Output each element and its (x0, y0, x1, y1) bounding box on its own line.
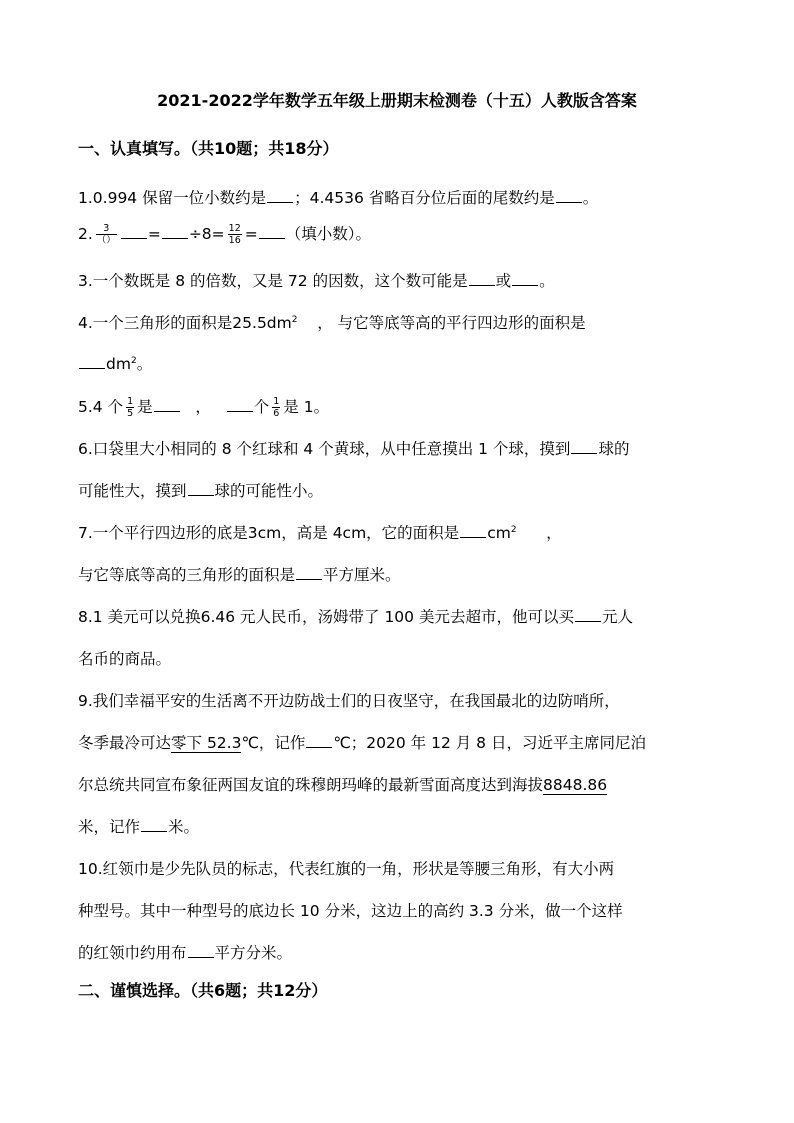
question-1: 1.0.994 保留一位小数约是 ；4.4536 省略百分位后面的尾数约是 。 (78, 189, 599, 207)
answer-blank[interactable] (79, 367, 105, 369)
section-heading-1: 一、认真填写。（共10题；共18分） (78, 139, 339, 158)
fraction: $\frac{12}{16}$ (228, 223, 241, 246)
question-4: 4.一个三角形的面积是$25.5dm^2$ ， 与它等底等高的平行四边形的面积是 (78, 314, 586, 332)
answer-blank[interactable] (162, 237, 188, 239)
answer-blank[interactable] (556, 201, 582, 203)
question-10-cont-2: 的红领巾约用布 平方分米。 (78, 944, 293, 962)
underlined-value: 零下 52.3 (171, 734, 242, 752)
question-3: 3.一个数既是 8 的倍数，又是 72 的因数，这个数可能是 或 。 (78, 272, 555, 290)
question-7: 7.一个平行四边形的底是3cm，高是 4cm，它的面积是 $cm^2$ ， (78, 524, 562, 542)
question-10-cont-1: 种型号。其中一种型号的底边长 10 分米，这边上的高约 3.3 分米，做一个这样 (78, 902, 623, 920)
answer-blank[interactable] (512, 284, 538, 286)
answer-blank[interactable] (188, 956, 214, 958)
fraction: $\frac{1}{6}$ (273, 396, 280, 419)
page-title: 2021-2022学年数学五年级上册期末检测卷（十五）人教版含答案 (157, 91, 637, 110)
answer-blank[interactable] (460, 536, 486, 538)
question-8: 8.1 美元可以兑换6.46 元人民币，汤姆带了 100 美元去超市，他可以买 元人 (78, 608, 633, 626)
answer-blank[interactable] (259, 237, 285, 239)
section-heading-2: 二、谨慎选择。（共6题；共12分） (78, 981, 328, 1000)
question-10: 10.红领巾是少先队员的标志，代表红旗的一角，形状是等腰三角形，有大小两 (78, 860, 615, 878)
underlined-value: 8848.86 (543, 776, 608, 794)
answer-blank[interactable] (141, 830, 167, 832)
question-9: 9.我们幸福平安的生活离不开边防战士们的日夜坚守，在我国最北的边防哨所， (78, 692, 620, 710)
question-4-cont: $dm^2$。 (78, 352, 152, 374)
question-9-cont-3: 米，记作 米。 (78, 818, 200, 836)
answer-blank[interactable] (306, 746, 332, 748)
answer-blank[interactable] (469, 284, 495, 286)
question-9-cont-2: 尔总统共同宣布象征两国友谊的珠穆朗玛峰的最新雪面高度达到海拔8848.86 (78, 776, 608, 794)
question-5: 5.4 个 $\frac{1}{5}$ 是 ， 个 $\frac{1}{6}$ 是 1。 (78, 396, 330, 419)
question-2: 2. $\frac{3}{()}$ = ÷8= $\frac{12}{16}$ = （填小数）。 (78, 223, 372, 246)
question-7-cont: 与它等底等高的三角形的面积是 平方厘米。 (78, 566, 401, 584)
fraction: $\frac{1}{5}$ (127, 396, 134, 419)
answer-blank[interactable] (188, 494, 214, 496)
answer-blank[interactable] (227, 410, 253, 412)
answer-blank[interactable] (267, 201, 293, 203)
answer-blank[interactable] (154, 410, 180, 412)
question-9-cont-1: 冬季最冷可达零下 52.3℃，记作 ℃；2020 年 12 月 8 日，习近平主席同尼泊 (78, 734, 646, 752)
answer-blank[interactable] (121, 237, 147, 239)
question-8-cont: 名币的商品。 (78, 650, 172, 668)
fraction: $\frac{3}{()}$ (96, 223, 116, 246)
question-6: 6.口袋里大小相同的 8 个红球和 4 个黄球，从中任意摸出 1 个球，摸到 球的 (78, 440, 630, 458)
answer-blank[interactable] (571, 452, 597, 454)
answer-blank[interactable] (296, 578, 322, 580)
answer-blank[interactable] (575, 620, 601, 622)
question-6-cont: 可能性大，摸到 球的可能性小。 (78, 482, 324, 500)
